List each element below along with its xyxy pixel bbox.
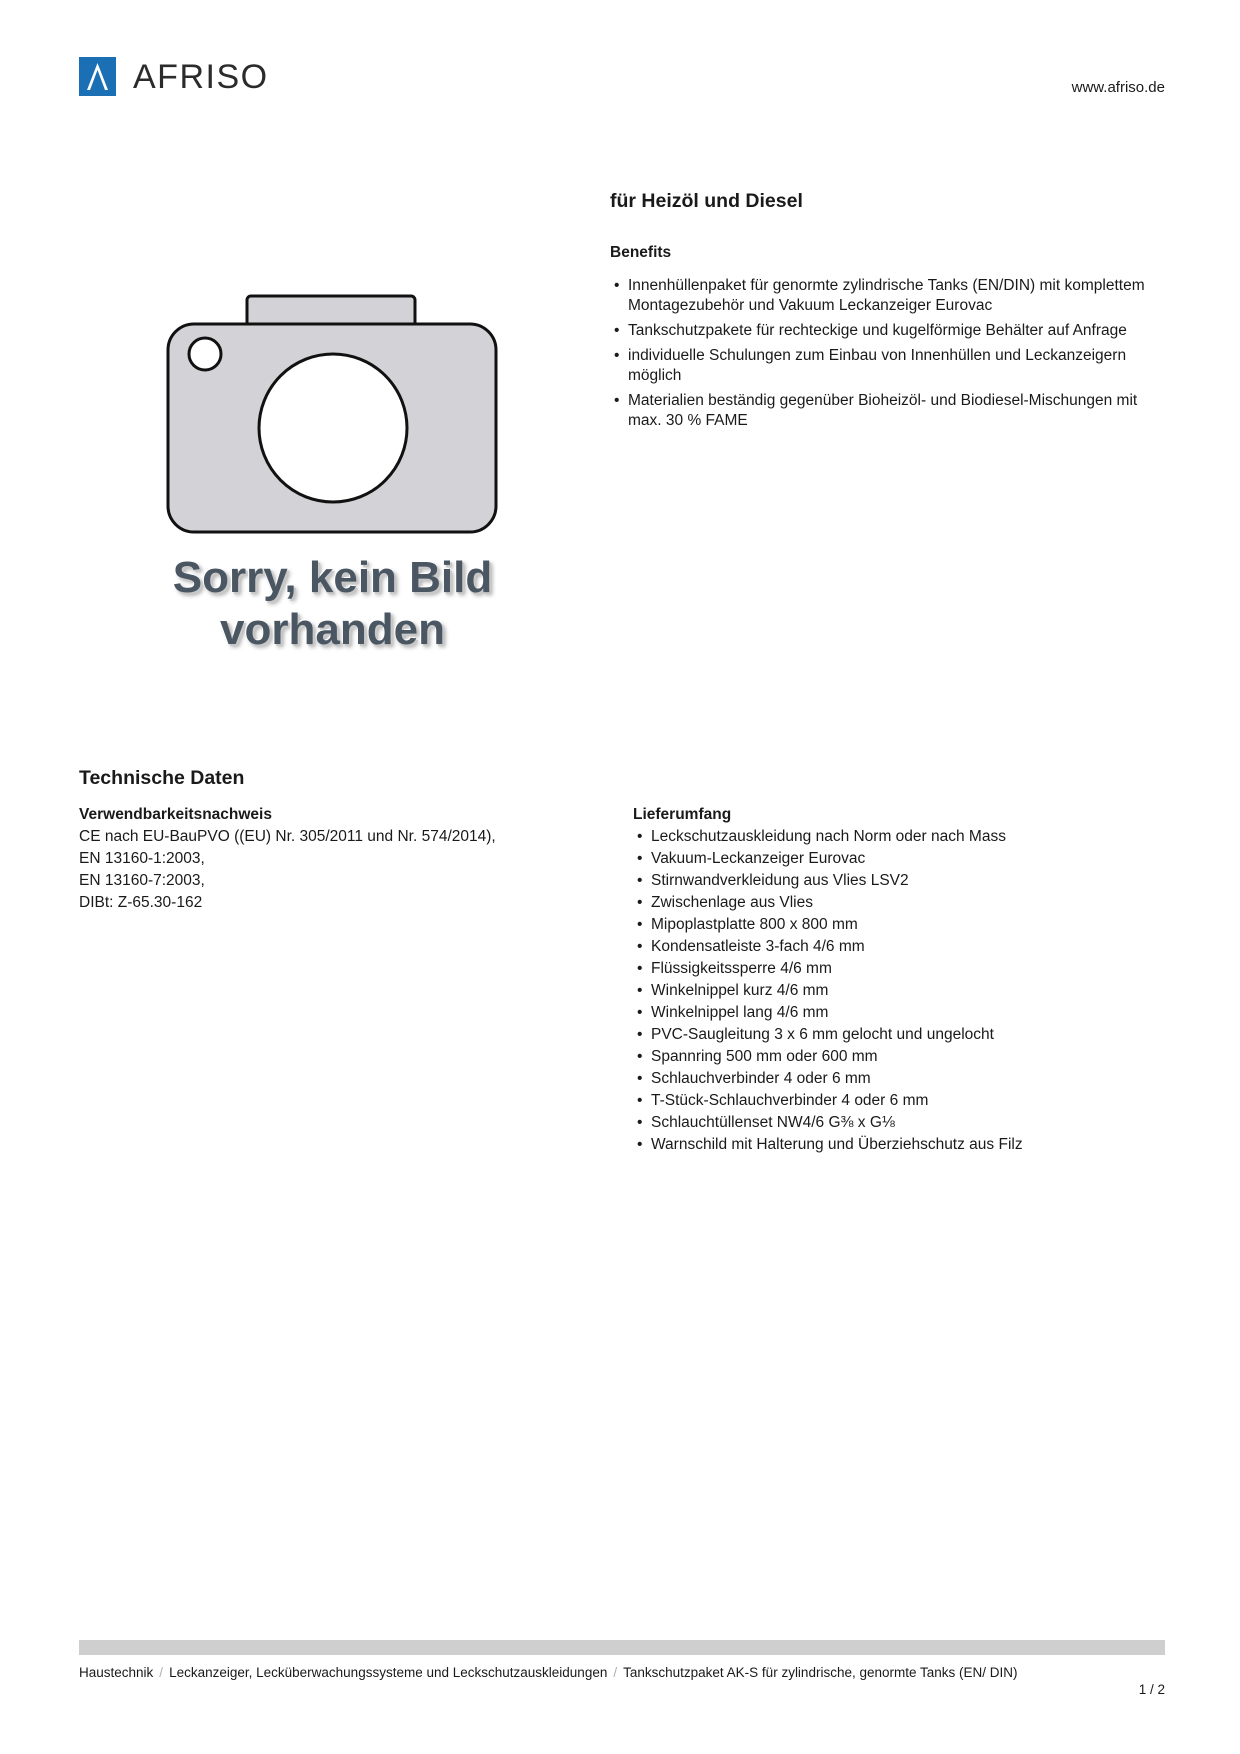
usage-certificate-label: Verwendbarkeitsnachweis xyxy=(79,806,272,823)
scope-item: • Stirnwandverkleidung aus Vlies LSV2 xyxy=(637,872,909,889)
logo-text: AFRISO xyxy=(133,57,269,96)
scope-item: • Flüssigkeitssperre 4/6 mm xyxy=(637,960,832,977)
scope-item: • Kondensatleiste 3-fach 4/6 mm xyxy=(637,938,865,955)
benefit-item: • Innenhüllenpaket für genormte zylindrische Tanks (EN/DIN) mit komplettem Montagezubehör und Vakuum Leckanzeiger Eurovac xyxy=(614,277,1145,314)
camera-placeholder-icon xyxy=(165,292,499,536)
benefits-list xyxy=(610,276,1168,436)
breadcrumb-item[interactable]: Tankschutzpaket AK-S für zylindrische, genormte Tanks (EN/ DIN) xyxy=(623,1665,1018,1680)
breadcrumb-item[interactable]: Haustechnik xyxy=(79,1665,154,1680)
benefits-heading: Benefits xyxy=(610,244,672,261)
scope-item: • Spannring 500 mm oder 600 mm xyxy=(637,1048,878,1065)
technical-data-heading: Technische Daten xyxy=(79,767,245,789)
scope-of-delivery-section xyxy=(633,804,1173,1156)
scope-item: • Zwischenlage aus Vlies xyxy=(637,894,813,911)
scope-item: • Warnschild mit Halterung und Überziehschutz aus Filz xyxy=(637,1136,1023,1153)
usage-certificate-line: DIBt: Z-65.30-162 xyxy=(79,894,203,911)
benefit-item: • Tankschutzpakete für rechteckige und kugelförmige Behälter auf Anfrage xyxy=(614,322,1127,339)
afriso-logo xyxy=(79,57,269,96)
scope-item: • Schlauchtüllenset NW4/6 G⅜ x G⅛ xyxy=(637,1114,895,1131)
scope-item: • Winkelnippel kurz 4/6 mm xyxy=(637,982,829,999)
scope-item: • PVC-Saugleitung 3 x 6 mm gelocht und ungelocht xyxy=(637,1026,994,1043)
scope-item: • Vakuum-Leckanzeiger Eurovac xyxy=(637,850,866,867)
product-subtitle: für Heizöl und Diesel xyxy=(610,190,803,212)
footer-divider-bar xyxy=(79,1640,1165,1655)
scope-of-delivery-list xyxy=(633,826,1173,1156)
usage-certificate-line: EN 13160-7:2003, xyxy=(79,872,205,889)
scope-of-delivery-label: Lieferumfang xyxy=(633,806,732,823)
benefit-item: • individuelle Schulungen zum Einbau von Innenhüllen und Leckanzeigern möglich xyxy=(614,347,1127,384)
scope-item: • Winkelnippel lang 4/6 mm xyxy=(637,1004,829,1021)
breadcrumb-separator: / xyxy=(613,1665,618,1680)
page-number: 1 / 2 xyxy=(1138,1682,1165,1697)
no-image-line-1: Sorry, kein Bild xyxy=(172,553,493,602)
benefit-item: • Materialien beständig gegenüber Bioheizöl- und Biodiesel-Mischungen mit max. 30 % FAME xyxy=(614,392,1138,429)
scope-item: • Leckschutzauskleidung nach Norm oder nach Mass xyxy=(637,828,1006,845)
breadcrumb-separator: / xyxy=(159,1665,164,1680)
scope-item: • Schlauchverbinder 4 oder 6 mm xyxy=(637,1070,871,1087)
breadcrumb xyxy=(79,1664,1079,1681)
usage-certificate-section xyxy=(79,804,599,914)
no-image-text xyxy=(130,552,535,656)
usage-certificate-line: CE nach EU-BauPVO ((EU) Nr. 305/2011 und Nr. 574/2014), xyxy=(79,828,496,845)
usage-certificate-line: EN 13160-1:2003, xyxy=(79,850,205,867)
afriso-logo-icon xyxy=(79,57,116,96)
no-image-line-2: vorhanden xyxy=(220,605,445,654)
website-url[interactable]: www.afriso.de xyxy=(1071,79,1165,96)
scope-item: • Mipoplastplatte 800 x 800 mm xyxy=(637,916,858,933)
scope-item: • T-Stück-Schlauchverbinder 4 oder 6 mm xyxy=(637,1092,929,1109)
breadcrumb-item[interactable]: Leckanzeiger, Lecküberwachungssysteme und Leckschutzauskleidungen xyxy=(169,1665,608,1680)
